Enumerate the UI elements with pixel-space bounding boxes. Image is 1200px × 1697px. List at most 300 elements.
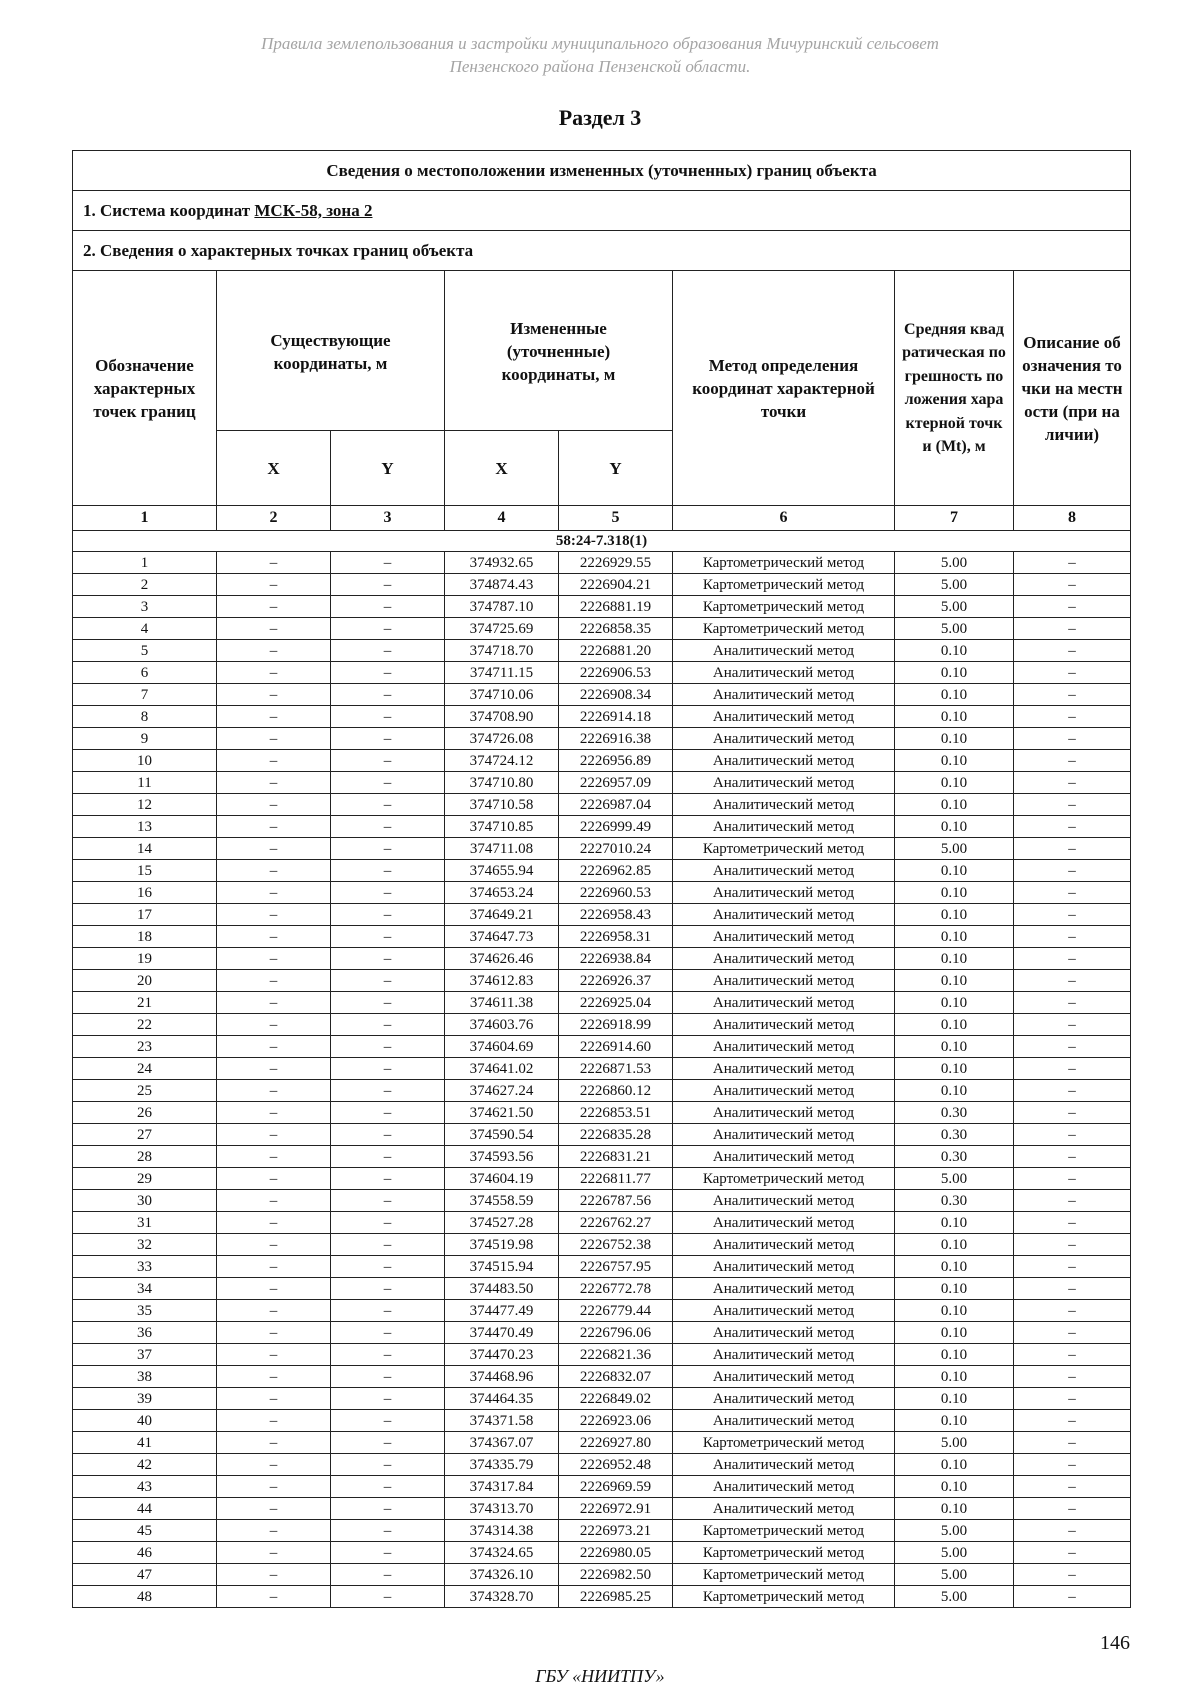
cell-description: – xyxy=(1014,684,1131,706)
cell-existing-x: – xyxy=(217,1036,331,1058)
cell-existing-x: – xyxy=(217,904,331,926)
cell-point-number: 29 xyxy=(73,1168,217,1190)
cell-existing-x: – xyxy=(217,948,331,970)
cell-point-number: 31 xyxy=(73,1212,217,1234)
cell-mean-square-error: 5.00 xyxy=(895,1432,1014,1454)
cell-changed-x: 374626.46 xyxy=(445,948,559,970)
cell-changed-y: 2226757.95 xyxy=(559,1256,673,1278)
cell-mean-square-error: 5.00 xyxy=(895,1520,1014,1542)
cell-point-number: 37 xyxy=(73,1344,217,1366)
table-row xyxy=(73,904,1131,926)
cell-existing-y: – xyxy=(331,970,445,992)
table-row xyxy=(73,1256,1131,1278)
cell-existing-y: – xyxy=(331,1212,445,1234)
cell-existing-x: – xyxy=(217,1454,331,1476)
cell-point-number: 28 xyxy=(73,1146,217,1168)
table-row xyxy=(73,1344,1131,1366)
cell-mean-square-error: 5.00 xyxy=(895,596,1014,618)
cell-changed-x: 374612.83 xyxy=(445,970,559,992)
cell-changed-x: 374477.49 xyxy=(445,1300,559,1322)
cell-description: – xyxy=(1014,596,1131,618)
cell-changed-y: 2226918.99 xyxy=(559,1014,673,1036)
cell-existing-y: – xyxy=(331,1432,445,1454)
cell-changed-y: 2226849.02 xyxy=(559,1388,673,1410)
cell-changed-x: 374324.65 xyxy=(445,1542,559,1564)
cell-method: Аналитический метод xyxy=(673,750,895,772)
cell-mean-square-error: 0.10 xyxy=(895,970,1014,992)
cell-method: Аналитический метод xyxy=(673,728,895,750)
cell-changed-x: 374470.23 xyxy=(445,1344,559,1366)
cell-changed-y: 2226853.51 xyxy=(559,1102,673,1124)
cell-point-number: 16 xyxy=(73,882,217,904)
coordinate-system-value: МСК-58, зона 2 xyxy=(254,200,373,220)
cell-point-number: 21 xyxy=(73,992,217,1014)
cell-existing-x: – xyxy=(217,1124,331,1146)
cell-existing-y: – xyxy=(331,684,445,706)
cell-changed-y: 2226957.09 xyxy=(559,772,673,794)
cell-point-number: 26 xyxy=(73,1102,217,1124)
cell-mean-square-error: 0.10 xyxy=(895,1410,1014,1432)
cell-method: Аналитический метод xyxy=(673,926,895,948)
header-point-description: Описание обозначения точки на местности (при наличии) xyxy=(1014,271,1131,506)
cell-method: Картометрический метод xyxy=(673,1564,895,1586)
table-row xyxy=(73,552,1131,574)
cell-point-number: 18 xyxy=(73,926,217,948)
cell-existing-y: – xyxy=(331,882,445,904)
table-row xyxy=(73,1124,1131,1146)
cell-mean-square-error: 0.10 xyxy=(895,706,1014,728)
column-number: 1 xyxy=(73,506,217,531)
cell-existing-y: – xyxy=(331,794,445,816)
cell-point-number: 20 xyxy=(73,970,217,992)
table-row xyxy=(73,1498,1131,1520)
cell-changed-x: 374641.02 xyxy=(445,1058,559,1080)
cell-existing-y: – xyxy=(331,1476,445,1498)
cell-changed-y: 2226835.28 xyxy=(559,1124,673,1146)
cell-changed-x: 374604.19 xyxy=(445,1168,559,1190)
cell-method: Аналитический метод xyxy=(673,684,895,706)
cell-changed-x: 374710.85 xyxy=(445,816,559,838)
cell-existing-y: – xyxy=(331,1300,445,1322)
cell-existing-x: – xyxy=(217,662,331,684)
cell-existing-x: – xyxy=(217,750,331,772)
cell-changed-x: 374314.38 xyxy=(445,1520,559,1542)
cell-method: Аналитический метод xyxy=(673,904,895,926)
cell-point-number: 12 xyxy=(73,794,217,816)
cell-changed-y: 2226923.06 xyxy=(559,1410,673,1432)
cell-method: Аналитический метод xyxy=(673,1278,895,1300)
cell-mean-square-error: 0.10 xyxy=(895,1366,1014,1388)
cell-point-number: 19 xyxy=(73,948,217,970)
cell-changed-y: 2226999.49 xyxy=(559,816,673,838)
cell-mean-square-error: 0.10 xyxy=(895,860,1014,882)
cell-description: – xyxy=(1014,1212,1131,1234)
table-row xyxy=(73,1432,1131,1454)
cell-point-number: 8 xyxy=(73,706,217,728)
running-header-line-2: Пензенского района Пензенской области. xyxy=(449,57,751,76)
cell-description: – xyxy=(1014,992,1131,1014)
table-row xyxy=(73,618,1131,640)
cell-point-number: 42 xyxy=(73,1454,217,1476)
cell-method: Аналитический метод xyxy=(673,1212,895,1234)
cell-existing-x: – xyxy=(217,1278,331,1300)
cell-changed-y: 2226973.21 xyxy=(559,1520,673,1542)
cell-description: – xyxy=(1014,640,1131,662)
table-row xyxy=(73,1102,1131,1124)
cell-existing-x: – xyxy=(217,618,331,640)
table-row xyxy=(73,794,1131,816)
cell-description: – xyxy=(1014,1168,1131,1190)
cell-existing-y: – xyxy=(331,596,445,618)
cell-changed-y: 2226916.38 xyxy=(559,728,673,750)
cell-description: – xyxy=(1014,1388,1131,1410)
cell-method: Картометрический метод xyxy=(673,838,895,860)
cell-description: – xyxy=(1014,1476,1131,1498)
table-row xyxy=(73,1520,1131,1542)
cell-existing-y: – xyxy=(331,640,445,662)
table-row xyxy=(73,640,1131,662)
footer: ГБУ «НИИТПУ» xyxy=(535,1666,665,1686)
cell-changed-y: 2226904.21 xyxy=(559,574,673,596)
table-row xyxy=(73,1388,1131,1410)
cell-existing-x: – xyxy=(217,1498,331,1520)
cell-point-number: 35 xyxy=(73,1300,217,1322)
table-row xyxy=(73,1234,1131,1256)
cell-changed-y: 2226796.06 xyxy=(559,1322,673,1344)
cell-existing-x: – xyxy=(217,1410,331,1432)
cell-method: Аналитический метод xyxy=(673,882,895,904)
table-row xyxy=(73,926,1131,948)
cell-method: Аналитический метод xyxy=(673,1234,895,1256)
cell-existing-x: – xyxy=(217,1014,331,1036)
cell-mean-square-error: 5.00 xyxy=(895,618,1014,640)
cell-existing-y: – xyxy=(331,1322,445,1344)
cell-existing-y: – xyxy=(331,904,445,926)
cell-mean-square-error: 0.10 xyxy=(895,816,1014,838)
cell-method: Аналитический метод xyxy=(673,1190,895,1212)
cell-mean-square-error: 0.10 xyxy=(895,992,1014,1014)
cell-existing-x: – xyxy=(217,1344,331,1366)
cell-mean-square-error: 0.10 xyxy=(895,1058,1014,1080)
column-number: 7 xyxy=(895,506,1014,531)
table-row xyxy=(73,816,1131,838)
cell-mean-square-error: 0.10 xyxy=(895,926,1014,948)
cell-changed-y: 2226831.21 xyxy=(559,1146,673,1168)
cell-mean-square-error: 0.10 xyxy=(895,640,1014,662)
cell-mean-square-error: 5.00 xyxy=(895,574,1014,596)
cell-method: Аналитический метод xyxy=(673,706,895,728)
cell-description: – xyxy=(1014,1014,1131,1036)
header-changed-y: Y xyxy=(559,431,673,506)
cell-changed-x: 374932.65 xyxy=(445,552,559,574)
cell-method: Аналитический метод xyxy=(673,1014,895,1036)
table-row xyxy=(73,1322,1131,1344)
cell-changed-x: 374527.28 xyxy=(445,1212,559,1234)
cell-method: Картометрический метод xyxy=(673,1542,895,1564)
header-changed-coordinates: Измененные (уточненные) координаты, м xyxy=(445,271,673,431)
cell-existing-x: – xyxy=(217,1476,331,1498)
cell-changed-y: 2226987.04 xyxy=(559,794,673,816)
cell-description: – xyxy=(1014,1410,1131,1432)
cell-changed-x: 374468.96 xyxy=(445,1366,559,1388)
cell-method: Аналитический метод xyxy=(673,1124,895,1146)
cell-method: Аналитический метод xyxy=(673,1366,895,1388)
cell-existing-x: – xyxy=(217,640,331,662)
table-row xyxy=(73,1058,1131,1080)
table-row xyxy=(73,948,1131,970)
cell-existing-y: – xyxy=(331,706,445,728)
cell-changed-x: 374647.73 xyxy=(445,926,559,948)
cell-mean-square-error: 0.30 xyxy=(895,1102,1014,1124)
table-row xyxy=(73,1190,1131,1212)
cell-changed-x: 374483.50 xyxy=(445,1278,559,1300)
cell-description: – xyxy=(1014,1586,1131,1608)
cell-point-number: 24 xyxy=(73,1058,217,1080)
cell-method: Картометрический метод xyxy=(673,574,895,596)
cell-mean-square-error: 0.10 xyxy=(895,1278,1014,1300)
cell-changed-x: 374711.08 xyxy=(445,838,559,860)
cell-existing-y: – xyxy=(331,1080,445,1102)
cell-changed-x: 374604.69 xyxy=(445,1036,559,1058)
table-row xyxy=(73,728,1131,750)
cell-method: Аналитический метод xyxy=(673,1454,895,1476)
cell-existing-x: – xyxy=(217,1234,331,1256)
cell-description: – xyxy=(1014,1080,1131,1102)
cell-changed-x: 374627.24 xyxy=(445,1080,559,1102)
table-title: Сведения о местоположении измененных (уточненных) границ объекта xyxy=(73,151,1131,191)
cell-point-number: 33 xyxy=(73,1256,217,1278)
cell-description: – xyxy=(1014,1454,1131,1476)
cell-changed-x: 374328.70 xyxy=(445,1586,559,1608)
cell-existing-y: – xyxy=(331,1454,445,1476)
cell-changed-x: 374367.07 xyxy=(445,1432,559,1454)
cell-method: Аналитический метод xyxy=(673,640,895,662)
table-row xyxy=(73,1212,1131,1234)
cell-existing-y: – xyxy=(331,948,445,970)
boundary-points-table xyxy=(72,150,1131,1608)
table-row xyxy=(73,772,1131,794)
cell-method: Картометрический метод xyxy=(673,552,895,574)
cell-method: Аналитический метод xyxy=(673,1300,895,1322)
cell-mean-square-error: 0.10 xyxy=(895,904,1014,926)
cell-existing-y: – xyxy=(331,1256,445,1278)
cell-description: – xyxy=(1014,772,1131,794)
cell-existing-x: – xyxy=(217,1146,331,1168)
cell-point-number: 17 xyxy=(73,904,217,926)
cell-existing-y: – xyxy=(331,662,445,684)
cell-changed-x: 374470.49 xyxy=(445,1322,559,1344)
table-row xyxy=(73,882,1131,904)
table-row xyxy=(73,1146,1131,1168)
cell-method: Картометрический метод xyxy=(673,1168,895,1190)
cell-changed-x: 374317.84 xyxy=(445,1476,559,1498)
cell-changed-y: 2226811.77 xyxy=(559,1168,673,1190)
cell-description: – xyxy=(1014,970,1131,992)
table-row xyxy=(73,1564,1131,1586)
cell-method: Аналитический метод xyxy=(673,1080,895,1102)
cell-method: Аналитический метод xyxy=(673,816,895,838)
cell-point-number: 47 xyxy=(73,1564,217,1586)
cell-changed-x: 374603.76 xyxy=(445,1014,559,1036)
cell-existing-x: – xyxy=(217,1322,331,1344)
cell-changed-x: 374726.08 xyxy=(445,728,559,750)
table-row xyxy=(73,970,1131,992)
section-title: Раздел 3 xyxy=(558,105,642,130)
cell-existing-x: – xyxy=(217,1586,331,1608)
cell-existing-y: – xyxy=(331,1410,445,1432)
cell-mean-square-error: 0.10 xyxy=(895,728,1014,750)
cell-existing-x: – xyxy=(217,574,331,596)
cell-changed-y: 2226929.55 xyxy=(559,552,673,574)
cell-method: Картометрический метод xyxy=(673,618,895,640)
cell-method: Аналитический метод xyxy=(673,1322,895,1344)
cell-method: Аналитический метод xyxy=(673,772,895,794)
cell-mean-square-error: 0.10 xyxy=(895,684,1014,706)
cell-mean-square-error: 0.10 xyxy=(895,1322,1014,1344)
cell-changed-y: 2226969.59 xyxy=(559,1476,673,1498)
cell-description: – xyxy=(1014,1520,1131,1542)
cell-existing-y: – xyxy=(331,1388,445,1410)
header-point-designation: Обозначение характерных точек границ xyxy=(73,271,217,506)
table-row xyxy=(73,1476,1131,1498)
cell-changed-y: 2226906.53 xyxy=(559,662,673,684)
cell-changed-x: 374710.58 xyxy=(445,794,559,816)
cell-changed-x: 374724.12 xyxy=(445,750,559,772)
cell-existing-y: – xyxy=(331,1234,445,1256)
cell-mean-square-error: 0.10 xyxy=(895,1344,1014,1366)
cell-existing-x: – xyxy=(217,1520,331,1542)
cell-method: Аналитический метод xyxy=(673,1256,895,1278)
cell-changed-y: 2226938.84 xyxy=(559,948,673,970)
cell-method: Аналитический метод xyxy=(673,1344,895,1366)
table-row xyxy=(73,1366,1131,1388)
cell-existing-x: – xyxy=(217,684,331,706)
cell-method: Аналитический метод xyxy=(673,1410,895,1432)
cell-description: – xyxy=(1014,1146,1131,1168)
cell-changed-y: 2226982.50 xyxy=(559,1564,673,1586)
cell-description: – xyxy=(1014,618,1131,640)
cell-point-number: 9 xyxy=(73,728,217,750)
cell-existing-x: – xyxy=(217,1168,331,1190)
cell-point-number: 38 xyxy=(73,1366,217,1388)
cell-mean-square-error: 0.10 xyxy=(895,1080,1014,1102)
cell-point-number: 32 xyxy=(73,1234,217,1256)
cell-changed-y: 2226926.37 xyxy=(559,970,673,992)
column-number: 8 xyxy=(1014,506,1131,531)
cell-changed-y: 2226881.19 xyxy=(559,596,673,618)
cell-description: – xyxy=(1014,662,1131,684)
cell-existing-x: – xyxy=(217,1058,331,1080)
cell-existing-y: – xyxy=(331,1014,445,1036)
cell-description: – xyxy=(1014,552,1131,574)
cell-mean-square-error: 0.10 xyxy=(895,1256,1014,1278)
cell-existing-x: – xyxy=(217,552,331,574)
cell-point-number: 48 xyxy=(73,1586,217,1608)
cell-point-number: 7 xyxy=(73,684,217,706)
cell-existing-x: – xyxy=(217,1432,331,1454)
cell-point-number: 11 xyxy=(73,772,217,794)
cell-changed-y: 2226752.38 xyxy=(559,1234,673,1256)
cell-description: – xyxy=(1014,1366,1131,1388)
cell-method: Картометрический метод xyxy=(673,1432,895,1454)
header-existing-x: X xyxy=(217,431,331,506)
cell-existing-x: – xyxy=(217,882,331,904)
cell-changed-x: 374718.70 xyxy=(445,640,559,662)
cell-mean-square-error: 5.00 xyxy=(895,1168,1014,1190)
column-number: 6 xyxy=(673,506,895,531)
cell-description: – xyxy=(1014,816,1131,838)
cell-existing-x: – xyxy=(217,926,331,948)
cell-mean-square-error: 0.30 xyxy=(895,1124,1014,1146)
cell-existing-x: – xyxy=(217,772,331,794)
cell-mean-square-error: 0.10 xyxy=(895,1454,1014,1476)
cell-existing-x: – xyxy=(217,1080,331,1102)
cell-existing-y: – xyxy=(331,860,445,882)
table-row xyxy=(73,1168,1131,1190)
cell-point-number: 10 xyxy=(73,750,217,772)
cell-changed-y: 2226962.85 xyxy=(559,860,673,882)
cell-existing-x: – xyxy=(217,1256,331,1278)
cell-changed-y: 2226960.53 xyxy=(559,882,673,904)
cell-changed-x: 374653.24 xyxy=(445,882,559,904)
cell-existing-y: – xyxy=(331,1542,445,1564)
cell-mean-square-error: 0.10 xyxy=(895,794,1014,816)
cell-point-number: 15 xyxy=(73,860,217,882)
cell-point-number: 44 xyxy=(73,1498,217,1520)
cell-existing-y: – xyxy=(331,838,445,860)
cell-description: – xyxy=(1014,1344,1131,1366)
cell-description: – xyxy=(1014,794,1131,816)
header-changed-x: X xyxy=(445,431,559,506)
cell-existing-x: – xyxy=(217,1300,331,1322)
header-existing-coordinates: Существующие координаты, м xyxy=(217,271,445,431)
cell-mean-square-error: 0.10 xyxy=(895,772,1014,794)
cell-mean-square-error: 0.30 xyxy=(895,1146,1014,1168)
cell-method: Аналитический метод xyxy=(673,948,895,970)
cell-existing-x: – xyxy=(217,860,331,882)
cell-method: Аналитический метод xyxy=(673,1146,895,1168)
cell-mean-square-error: 0.10 xyxy=(895,882,1014,904)
cell-existing-x: – xyxy=(217,1102,331,1124)
cell-description: – xyxy=(1014,1278,1131,1300)
cell-mean-square-error: 5.00 xyxy=(895,1586,1014,1608)
table-row xyxy=(73,750,1131,772)
table-row xyxy=(73,1036,1131,1058)
cell-changed-x: 374725.69 xyxy=(445,618,559,640)
cell-mean-square-error: 0.30 xyxy=(895,1190,1014,1212)
column-number: 2 xyxy=(217,506,331,531)
table-row xyxy=(73,706,1131,728)
cell-changed-x: 374649.21 xyxy=(445,904,559,926)
cell-point-number: 3 xyxy=(73,596,217,618)
cell-existing-y: – xyxy=(331,816,445,838)
cell-point-number: 45 xyxy=(73,1520,217,1542)
cell-changed-x: 374590.54 xyxy=(445,1124,559,1146)
cell-changed-x: 374787.10 xyxy=(445,596,559,618)
cell-description: – xyxy=(1014,904,1131,926)
cell-changed-x: 374335.79 xyxy=(445,1454,559,1476)
cell-point-number: 14 xyxy=(73,838,217,860)
cell-mean-square-error: 5.00 xyxy=(895,552,1014,574)
table-row xyxy=(73,1300,1131,1322)
cell-description: – xyxy=(1014,838,1131,860)
cell-description: – xyxy=(1014,926,1131,948)
cell-mean-square-error: 0.10 xyxy=(895,1014,1014,1036)
cell-changed-x: 374621.50 xyxy=(445,1102,559,1124)
cell-existing-x: – xyxy=(217,1366,331,1388)
cell-changed-x: 374464.35 xyxy=(445,1388,559,1410)
cell-changed-y: 2226952.48 xyxy=(559,1454,673,1476)
